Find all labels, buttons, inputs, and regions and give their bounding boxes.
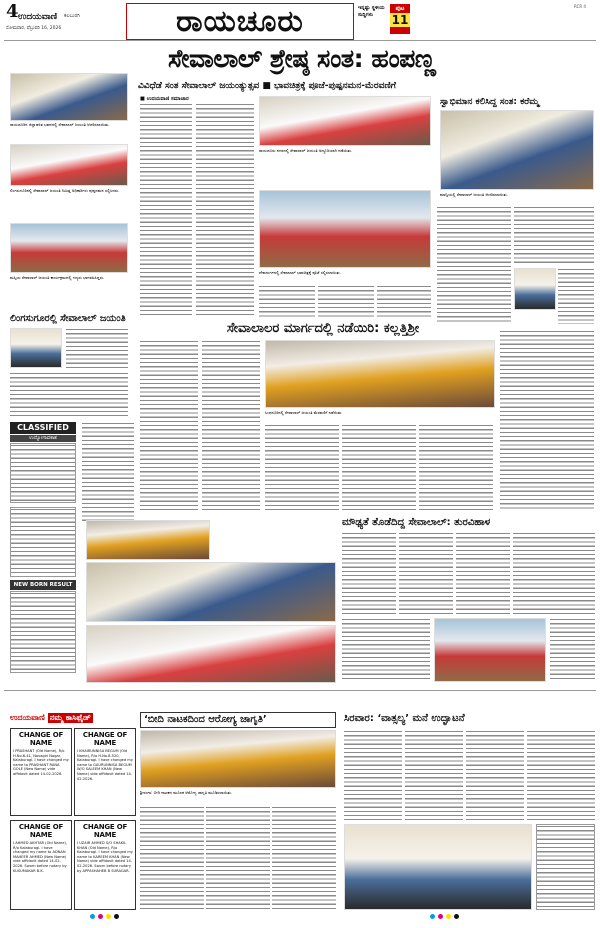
- lead-text-col3: [259, 285, 315, 319]
- notice-1-title: CHANGE OF NAME: [18, 731, 64, 747]
- right-text-col4: [500, 330, 594, 510]
- lower-text-col2: [399, 532, 453, 614]
- city-title: ರಾಯಚೂರು: [176, 4, 304, 39]
- mid-text-col3: [265, 424, 339, 512]
- mark-magenta-2: [438, 914, 443, 919]
- mid-text-col2: [202, 340, 260, 510]
- right-text-col1: [437, 206, 511, 324]
- notice-2: [74, 728, 136, 816]
- photo-bottom-2: [344, 824, 532, 910]
- photo-lower-3: [434, 618, 546, 682]
- mid-text-col4: [342, 424, 416, 512]
- paper-name: ಉದಯವಾಣಿ: [18, 12, 58, 22]
- mark-black-2: [454, 914, 459, 919]
- mark-cyan: [90, 914, 95, 919]
- caption-lead-1: ರಾಯಚೂರು ನಗರದಲ್ಲಿ ಸೇವಾಲಾಲ್‌ ಜಯಂತಿ ಅದ್ದೂರಿಯಾಗಿ ನಡೆಯಿತು.: [259, 148, 353, 153]
- photo-right-2: [514, 268, 556, 310]
- caption-right-1: ಮಾನ್ವಿಯಲ್ಲಿ ಸೇವಾಲಾಲ್‌ ಜಯಂತಿ ಆಚರಿಸಲಾಯಿತು.: [440, 192, 509, 197]
- photo-left-3: [10, 223, 128, 273]
- photo-lead-1: [259, 96, 431, 146]
- bottom-text-col7: [527, 730, 595, 820]
- notice-2-title: CHANGE OF NAME: [82, 731, 128, 747]
- more-news-page: 11: [391, 13, 409, 27]
- mark-cyan-2: [430, 914, 435, 919]
- classified-sub: ಉದ್ಯೋಗಾವಕಾಶ: [10, 435, 76, 442]
- lead-text-col2: [196, 103, 254, 318]
- lower-text-col4: [513, 532, 595, 614]
- classified-ad-2: [10, 507, 76, 577]
- photo-left-4: [10, 328, 62, 368]
- photo-right-1: [440, 110, 594, 190]
- new-born-list-text: [11, 592, 75, 672]
- notice-4: [74, 820, 136, 910]
- bottom-text-col2: [206, 806, 270, 910]
- classified-ad-1-text: [11, 444, 75, 502]
- story-siravara-title: ಸಿರವಾರ: ‘ವಾತ್ಸಲ್ಯ’ ಮನೆ ಉದ್ಘಾಟನೆ: [344, 713, 465, 724]
- new-born-list: [10, 591, 76, 673]
- photo-lead-2: [259, 190, 431, 268]
- notice-1: [10, 728, 72, 816]
- notice-3: [10, 820, 72, 910]
- lower-text-col5: [342, 618, 430, 682]
- photo-mid-1: [265, 340, 495, 408]
- issue-date: ಸೋಮವಾರ, ಫೆಬ್ರುವರಿ 16, 2026: [6, 26, 62, 31]
- mid-text-col5: [419, 424, 493, 512]
- bottom-text-col3: [272, 806, 336, 910]
- text-left-5: [10, 372, 128, 418]
- text-left-4: [66, 328, 128, 368]
- caption-left-1: ರಾಯಚೂರಿನ ಜಿಲ್ಲಾಡಳಿತ ಭವನದಲ್ಲಿ ಸೇವಾಲಾಲ್‌ ಜಯಂತಿ ಆಚರಿಸಲಾಯಿತು.: [10, 122, 110, 127]
- lead-text-col4: [318, 285, 374, 319]
- caption-left-3: ಮಸ್ಕಿಯ ಸೇವಾಲಾಲ್‌ ಜಯಂತಿ ಕಾರ್ಯಕ್ರಮದಲ್ಲಿ ಗಣ್ಯರು ಭಾಗವಹಿಸಿದ್ದರು.: [10, 275, 105, 280]
- lower-text-col1: [342, 532, 396, 614]
- text-col2-a: [82, 422, 134, 522]
- notice-2-body: I KHAIRUNNISA BEGUM (Old Name), R/o H.No.8-520, Kalaburagi. I have changed my name to GAURUNNISA BEGUM W/O SALEEM KHAN (New Name) vide affidavit dated 14-02-2026.: [77, 749, 133, 781]
- mark-yellow: [106, 914, 111, 919]
- story-lingasugur-title: ಲಿಂಗಸುಗೂರಲ್ಲಿ ಸೇವಾಲಾಲ್‌ ಜಯಂತಿ: [10, 313, 126, 324]
- bottom-text-col6: [466, 730, 524, 820]
- photo-lower-1: [86, 562, 336, 622]
- more-news-badge[interactable]: [390, 4, 410, 34]
- classified-title: CLASSIFIED: [10, 422, 76, 434]
- more-news-label: ಇನ್ನಷ್ಟು ಸ್ಥಳೀಯ ಸುದ್ದಿಗಳು: [358, 5, 385, 18]
- print-color-marks: [90, 914, 122, 919]
- classified-bottom-title-b: ನಮ್ಮ ಕಾಸಿಫೈಡ್: [49, 713, 91, 722]
- classified-ad-1: [10, 443, 76, 503]
- story-margadalli-title: ಸೇವಾಲಾಲರ ಮಾರ್ಗದಲ್ಲಿ ನಡೆಯಿರಿ: ಕಲ್ಲತ್ತಿಶ್ರೀ: [226, 321, 420, 336]
- caption-bottom-1: ಶ್ರೀರಂಗಾ: ಬೀದಿ ನಾಟಕದ ಮೂಲಕ ಆರೋಗ್ಯ ಜಾಗೃತಿ ಮೂಡಿಸಲಾಯಿತು.: [140, 790, 233, 795]
- photo-lower-2: [86, 625, 336, 683]
- bottom-text-col4: [344, 730, 402, 820]
- lead-byline-text: ■ ಉದಯವಾಣಿ ಸಮಾಚಾರ: [140, 96, 189, 102]
- photo-left-2: [10, 144, 128, 186]
- print-color-marks-right: [430, 914, 462, 919]
- edition-label: ಕಲಬುರಗಿ: [64, 13, 80, 19]
- mark-black: [114, 914, 119, 919]
- notice-4-body: I UZAIR AHMED S/O SHAKIL KHAN (Old Name), R/o Kalaburagi. I have changed my name to KAREEM KHAN (New Name) vide affidavit dated 14-02-2026. Sworn before notary by APPASHAHEB B SURAGAR.: [77, 841, 133, 873]
- notice-3-title: CHANGE OF NAME: [18, 823, 64, 839]
- caption-mid-1: ಸಿಂಧನೂರಿನಲ್ಲಿ ಸೇವಾಲಾಲ್‌ ಜಯಂತಿ ಮೆರವಣಿಗೆ ನಡೆಯಿತು.: [265, 410, 343, 415]
- mark-magenta: [98, 914, 103, 919]
- lower-text-col3: [456, 532, 510, 614]
- lead-text-col5: [377, 285, 431, 319]
- mark-yellow-2: [446, 914, 451, 919]
- right-text-col3: [558, 268, 594, 324]
- page-number: 4: [6, 1, 19, 22]
- side-box-text: [537, 825, 594, 909]
- mid-text-col1: [140, 340, 198, 510]
- photo-col2: [86, 520, 210, 560]
- bottom-text-col1: [140, 806, 204, 910]
- classified-ad-2-text: [11, 508, 75, 576]
- lead-subhead: ವಿವಿಧೆಡೆ ಸಂತ ಸೇವಾಲಾಲ್‌ ಜಯಂತ್ಯುತ್ಸವ ■ ಭಾವಚಿತ್ರಕ್ಕೆ ಪೂಜೆ-ಪುಷ್ಪನಮನ-ಮೆರವಣಿಗೆ: [138, 81, 397, 91]
- bottom-text-col5: [405, 730, 463, 820]
- right-text-col2: [514, 206, 594, 266]
- story-beedi-title: ‘ಬೀದಿ ನಾಟಕದಿಂದ ಆರೋಗ್ಯ ಜಾಗೃತಿ’: [140, 712, 336, 728]
- classified-bottom-title-a: ಉದಯವಾಣಿ: [10, 713, 45, 722]
- side-box: [536, 824, 595, 910]
- notice-3-body: I AHMED AKHTAR (Old Name), R/o Kalaburagi. I have changed my name to ADNAN MAHEER AHMED (New Name) vide affidavit dated 14-02-2026. Sworn before notary by KUSUMAKAR B.K.: [13, 841, 67, 873]
- caption-lead-2: ದೇವದುರ್ಗದಲ್ಲಿ ಸೇವಾಲಾಲ್‌ ಭಾವಚಿತ್ರಕ್ಕೆ ಪೂಜೆ ಸಲ್ಲಿಸಲಾಯಿತು.: [259, 270, 341, 275]
- notice-4-title: CHANGE OF NAME: [82, 823, 128, 839]
- notice-1-body: I PRASHANT (Old Name), R/o H.No.6-41, Navagiri Nagar, Kalaburagi. I have changed my name to PRASHANT RANA GOLE (New Name) vide affidavit dated 14-02-2026.: [13, 749, 69, 776]
- new-born-title: NEW BORN RESULT: [10, 580, 76, 590]
- city-title-box: [126, 3, 354, 40]
- lead-byline: [140, 96, 189, 103]
- story-swabhimana-title: ಸ್ವಾಭಿಮಾನ ಕಲಿಸಿದ್ದ ಸಂತ: ಕರೆಮ್ಮ: [440, 97, 540, 107]
- bottom-rule: [4, 690, 596, 691]
- story-moudhya-title: ಮೌಢ್ಯತೆ ತೊಡೆದಿದ್ದ ಸೇವಾಲಾಲ್‌: ತುರವಿಹಾಳ: [342, 517, 491, 528]
- classified-bottom-title: [10, 712, 128, 724]
- lower-text-col6: [550, 618, 595, 682]
- photo-left-1: [10, 73, 128, 121]
- more-news-page-label: ಪುಟ: [395, 5, 405, 12]
- masthead-rule: [4, 40, 596, 41]
- lead-headline: ಸೇವಾಲಾಲ್‌ ಶ್ರೇಷ್ಠ ಸಂತ: ಹಂಪಣ್ಣ: [168, 44, 436, 73]
- lead-text-col1: [140, 103, 192, 318]
- photo-bottom-1: [140, 730, 336, 788]
- page-code: RCR 4: [574, 4, 586, 9]
- caption-left-2: ಲಿಂಗಸುಗೂರಿನಲ್ಲಿ ಸೇವಾಲಾಲ್‌ ಜಯಂತಿ ನಿಮಿತ್ತ ಅಧಿಕಾರಿಗಳು ಪುಷ್ಪನಮನ ಸಲ್ಲಿಸಿದರು.: [10, 188, 120, 193]
